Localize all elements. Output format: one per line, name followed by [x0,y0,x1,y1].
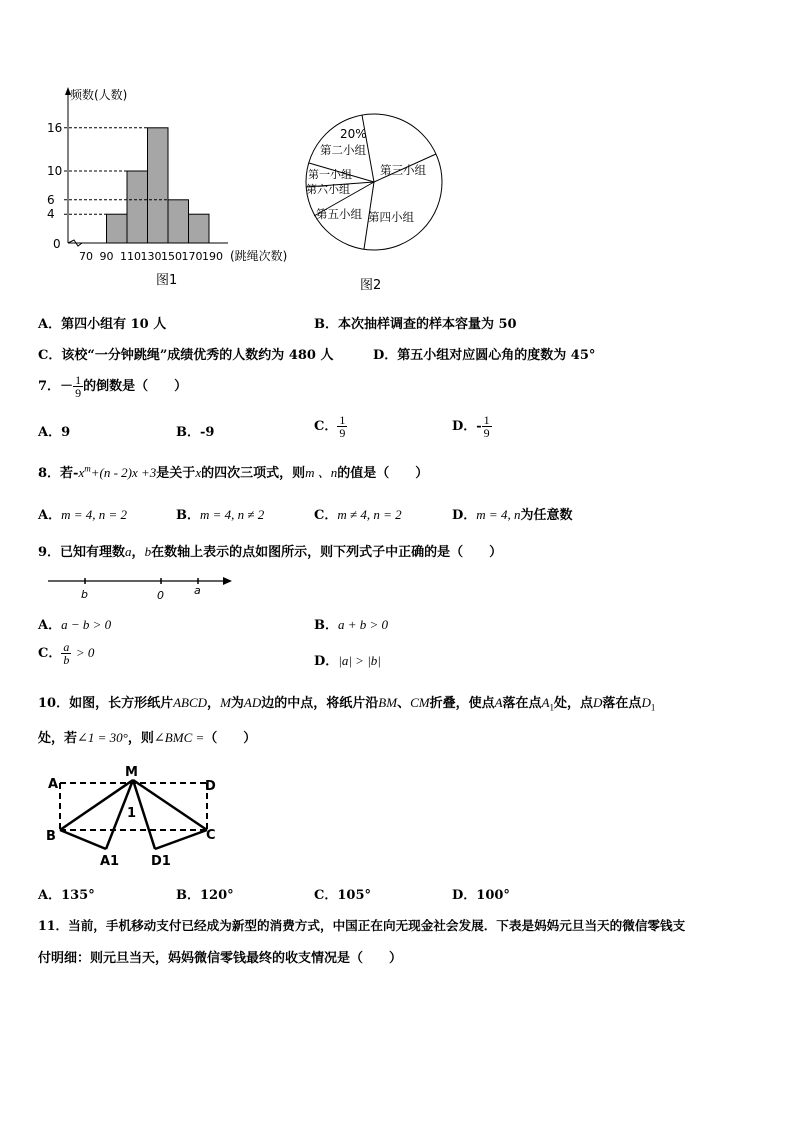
number-line [40,570,240,602]
figure-label-c: C [206,828,216,843]
histogram-y-tick-label: 6 [47,192,55,207]
q7-option-d-fraction: $\frac{1}{9}$ [483,413,490,440]
pie-pct-label: 20% [340,127,367,141]
q11-stem-line1: 11．当前，手机移动支付已经成为新型的消费方式，中国正在向无现金社会发展．下表是妈妈元旦当天的微信零钱支 [38,918,686,933]
q7-option-c[interactable]: C． $\frac{1}{9}$ [314,413,346,440]
q8-option-d[interactable]: D．m = 4, n为任意数 [452,507,573,523]
histogram-x-tick-label: 170 [181,250,203,263]
number-line-b: b [81,588,88,601]
pie-sector-label: 第四小组 [368,210,414,224]
q6-option-d[interactable]: D．第五小组对应圆心角的度数为 45° [373,348,596,363]
q7-option-c-fraction: $\frac{1}{9}$ [339,413,346,440]
q9-option-c[interactable]: C． $\frac{a}{b}$ > 0 [38,640,95,667]
q10-stem-line1: 10．如图，长方形纸片ABCD，M为AD边的中点，将纸片沿BM、CM折叠，使点A落在点$A_1$处，点D落在点$D_1$ [38,695,656,713]
pie-figure [300,108,450,298]
number-line-a: a [194,584,201,597]
histogram-bar [168,200,189,243]
histogram-x-tick-label: 190 [202,250,223,263]
figure-label-b: B [46,829,56,844]
figure-label-angle1: 1 [127,806,137,821]
q7-minus: － [60,379,74,394]
q7-option-b[interactable]: B．-9 [176,425,215,440]
q8-option-a[interactable]: A．m = 4, n = 2 [38,507,128,523]
histogram-figure [40,80,320,295]
q7-question: 的倒数是（ ） [83,379,188,394]
q9-option-b[interactable]: B．a + b > 0 [314,617,389,633]
q7-fraction: $\frac{1}{9}$ [75,373,82,400]
q9-option-a[interactable]: A．a − b > 0 [38,617,112,633]
number-line-arrow [223,577,232,585]
q8-option-b[interactable]: B．m = 4, n ≠ 2 [176,507,265,523]
histogram-caption: 图1 [156,273,178,288]
histogram-origin: 0 [53,237,61,251]
q10-option-d[interactable]: D．100° [452,888,510,903]
histogram-bar [127,171,148,243]
histogram-y-tick-label: 10 [47,164,63,178]
q10-option-a[interactable]: A．135° [38,888,95,903]
histogram-xlabel: (跳绳次数) [230,249,288,263]
folded-rectangle-figure [40,760,230,872]
histogram-x-tick-label: 130 [140,250,162,263]
q10-option-c[interactable]: C．105° [314,888,371,903]
histogram-x-tick-label: 70 [79,250,93,263]
q7-number: 7． [38,379,61,394]
q6-option-b[interactable]: B．本次抽样调查的样本容量为 50 [314,317,517,332]
histogram-bar [189,214,210,243]
pie-sector-label: 第一小组 [308,168,352,181]
figure-label-d: D [205,779,216,794]
histogram-x-tick-label: 110 [120,250,141,263]
histogram-y-tick-label: 16 [47,120,63,135]
pie-sector-label: 第五小组 [316,207,362,221]
q10-stem-line2: 处，若∠1 = 30°，则∠BMC =（ ） [38,730,257,746]
q10-option-b[interactable]: B．120° [176,888,234,903]
figure-label-a1: A1 [100,854,120,869]
q7-stem [38,374,187,399]
histogram-ylabel: 频数(人数) [70,88,128,102]
pie-sector-label: 第二小组 [320,143,366,157]
pie-sector-label: 第三小组 [380,163,426,177]
pie-sector-label: 第六小组 [306,183,350,196]
q9-stem: 9．已知有理数a，b在数轴上表示的点如图所示，则下列式子中正确的是（ ） [38,544,503,560]
figure-label-d1: D1 [151,854,171,869]
q11-stem-line2: 付明细：则元旦当天，妈妈微信零钱最终的收支情况是（ ） [38,951,403,966]
figure-label-m: M [125,765,138,780]
histogram-y-tick-label: 4 [47,207,55,222]
histogram-bar [107,214,128,243]
q9-option-d[interactable]: D．|a| > |b| [314,653,381,669]
number-line-zero: 0 [157,589,164,602]
q7-option-a[interactable]: A．9 [38,425,71,440]
histogram-bar [148,128,169,243]
q6-option-c[interactable]: C．该校“一分钟跳绳”成绩优秀的人数约为 480 人 [38,348,334,363]
q8-stem: 8．若$-x^m+(n - 2)x +3$是关于x的四次三项式，则m 、n的值是（ ） [38,463,429,481]
figure-label-a: A [48,777,59,792]
q8-option-c[interactable]: C．m ≠ 4, n = 2 [314,507,402,523]
q9-option-c-fraction: $\frac{a}{b}$ [63,640,70,667]
q7-option-d[interactable]: D．- $\frac{1}{9}$ [452,413,490,440]
q6-option-a[interactable]: A．第四小组有 10 人 [38,317,167,332]
histogram-x-tick-label: 90 [99,250,114,263]
pie-caption: 图2 [360,278,382,293]
histogram-x-tick-label: 150 [161,250,182,263]
